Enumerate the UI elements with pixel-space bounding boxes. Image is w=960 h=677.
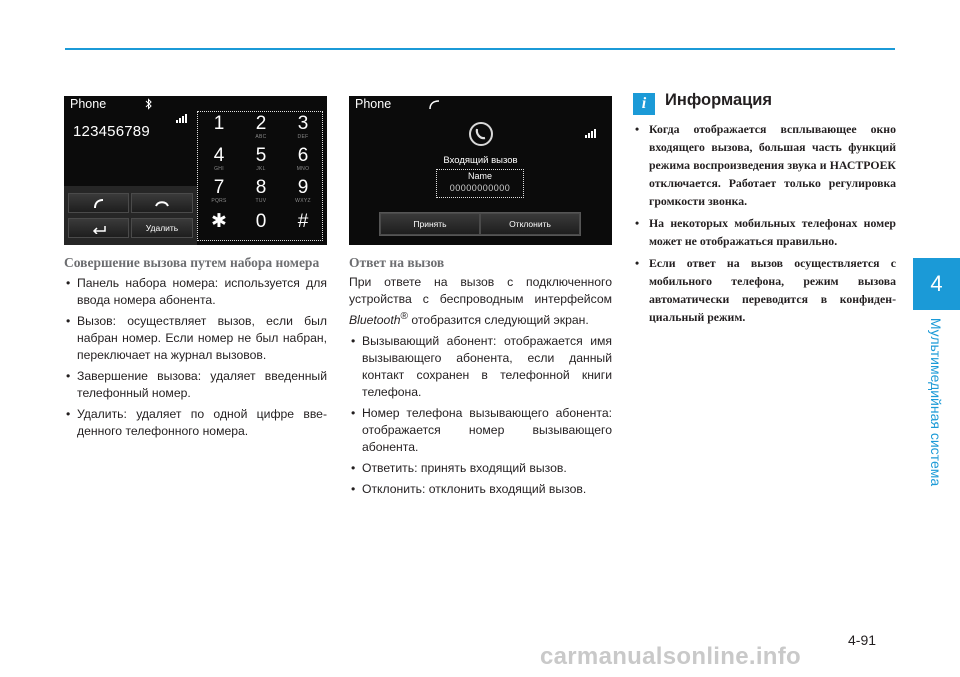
dial-pad [197,111,323,241]
key-2[interactable]: 2 ABC [255,113,267,140]
info-title: Информация [665,91,773,109]
list-item: • На некоторых мобильных телефонах номер может не отображаться правильно. [632,214,896,250]
key-0[interactable]: 0 [255,211,267,232]
back-arrow-icon [91,224,107,234]
key-7[interactable]: 7 PQRS [211,177,227,204]
key-4[interactable]: 4 GHI [213,145,225,172]
phone-call-icon [92,197,106,211]
call-actions [379,212,581,236]
list-item: • Номер телефона вызывающего абонента: отображается номер вызывающего абонента. [349,405,612,456]
incoming-call-icon [469,122,493,146]
list-item: • Вызывающий абонент: отображается имя вызывающего абонента, если данный контакт сохранен в телефонной книги телефона. [349,333,612,401]
dialing-section [64,254,327,440]
accept-button[interactable]: Принять [380,213,480,235]
intro-paragraph: При ответе на вызов с подключенного устройства с беспроводным интерфейсом Bluetooth® отобразится следующий экран. [349,275,612,328]
chapter-tab: 4 [913,258,960,310]
phone-end-icon [154,199,170,209]
phone-icon [471,124,491,144]
list-item: • Панель набора номера: используется для ввода номера абонента. [64,275,327,309]
list-item: • Удалить: удаляет по одной цифре введенного телефонного номера. [64,406,327,440]
top-rule [65,48,895,50]
list-item: • Завершение вызова: удаляет введенный телефонный номер. [64,368,327,402]
signal-icon [585,128,603,138]
call-button[interactable] [68,193,129,213]
info-icon: i [633,93,655,115]
caller-info [436,169,524,198]
chapter-label: Мультимедийная система [928,317,944,487]
bluetooth-brand: Bluetooth [349,313,401,328]
section-heading: Совершение вызова путем набора номера [64,255,320,270]
screen-title: Phone [70,97,107,111]
page-number: 4-91 [848,632,877,648]
dialpad-screen [64,96,327,245]
key-hash[interactable]: # [297,211,309,232]
list-item: • Ответить: принять входящий вызов. [349,460,612,477]
key-6[interactable]: 6 MNO [296,145,310,172]
info-list [632,120,896,330]
incoming-call-label: Входящий вызов [443,155,518,166]
caller-number: 00000000000 [449,183,511,193]
delete-button[interactable]: Удалить [131,218,193,238]
back-button[interactable] [68,218,129,238]
caller-name: Name [467,171,492,181]
dialed-number: 123456789 [73,123,150,140]
key-5[interactable]: 5 JKL [255,145,267,172]
list-item: • Когда отображается всплывающее окно входящего вызова, большая часть функций режима воспроизведения звука и НАСТРОЕК отключается. Работает только регулировка громкости звонка. [632,120,896,210]
screen-title: Phone [355,97,392,111]
bullet-list [64,275,327,440]
list-item: • Отклонить: отклонить входящий вызов. [349,481,612,498]
incoming-call-screen [349,96,612,245]
section-heading: Ответ на вызов [349,255,445,270]
watermark: carmanualsonline.info [540,643,802,670]
signal-icon [176,113,194,123]
end-call-button[interactable] [131,193,193,213]
key-star[interactable]: ✱ [211,211,227,232]
key-3[interactable]: 3 DEF [297,113,309,140]
bluetooth-icon [145,98,153,110]
phone-handset-icon [428,99,442,111]
list-item: • Если ответ на вызов осуществляется с мобильного телефона, режим вызова автоматически переводится в конфиденциальный режим. [632,254,896,326]
key-9[interactable]: 9 WXYZ [295,177,311,204]
list-item: • Вызов: осуществляет вызов, если был набран номер. Если номер не был набран, переключает на журнал вызовов. [64,313,327,364]
answer-section [349,254,612,498]
bullet-list [349,333,612,498]
key-1[interactable]: 1 [213,113,225,134]
key-8[interactable]: 8 TUV [255,177,267,204]
info-header [632,90,896,114]
decline-button[interactable]: Отклонить [480,213,580,235]
